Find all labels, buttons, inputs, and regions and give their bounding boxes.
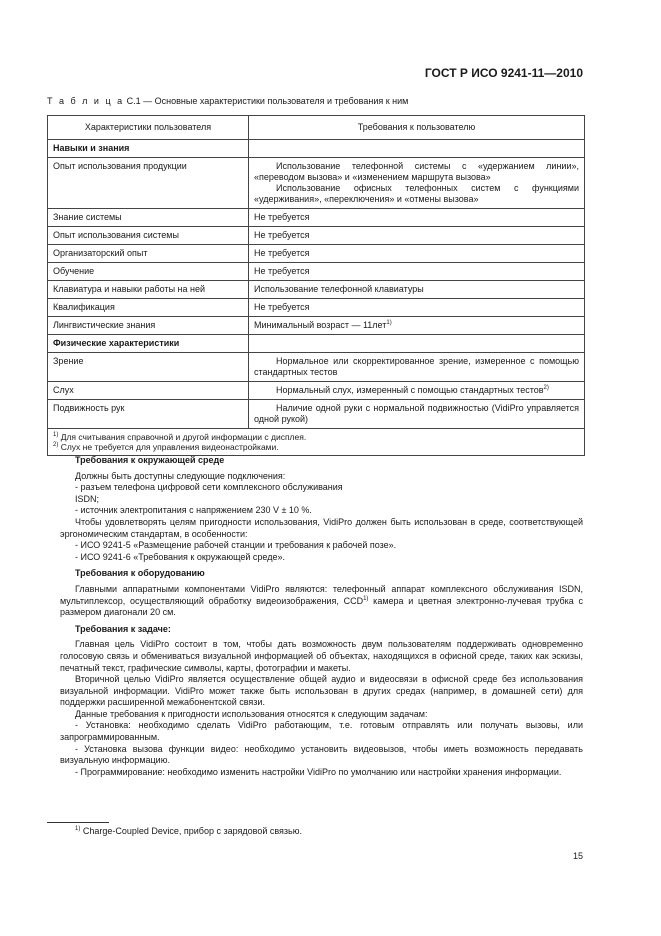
task-paragraph: Данные требования к пригодности использования относятся к следующим задачам: (75, 708, 428, 719)
document-header: ГОСТ Р ИСО 9241-11—2010 (424, 66, 583, 80)
table-header-row (48, 116, 585, 140)
vision-value: Нормальное или скорректированное зрение, измеренное с помощью стандартных тестов (254, 356, 579, 377)
header-requirements: Требования к пользователю (249, 116, 585, 140)
equip-text-after: камера и цветная электронно-лучевая трубка с размером диагонали 20 см. (60, 595, 583, 618)
page-number: 15 (573, 851, 584, 861)
task-item: - Программирование: необходимо изменить настройки VidiPro по умолчанию или настройки хранения информации. (75, 766, 562, 777)
hands-value: Наличие одной руки с нормальной подвижностью (VidiPro управляется одной рукой) (254, 403, 579, 424)
env-paragraph: Чтобы удовлетворять целям пригодности использования, VidiPro должен быть использован в среде, соответствующей эргономическим стандартам, в особенности: (60, 516, 583, 539)
hearing-text: Нормальный слух, измеренный с помощью стандартных тестов (276, 385, 544, 395)
section-skills: Навыки и знания (48, 140, 249, 158)
footnote-mark: 1) (75, 826, 81, 832)
row-label: Обучение (48, 263, 249, 281)
row-value: Не требуется (249, 263, 585, 281)
row-value (249, 400, 585, 429)
task-paragraph: Вторичной целью VidiPro является осуществление общей аудио и видеосвязи в офисной среде без использования визуальной информации. VidiPro может также быть использован в других средах (например, в домашней сети) для поддержки расширенной межабонентской связи. (60, 674, 583, 708)
footnote-text: Для считывания справочной и другой информации с дисплея. (58, 432, 307, 442)
row-value: Использование телефонной клавиатуры (249, 281, 585, 299)
table-row (48, 158, 585, 209)
table-caption (47, 96, 408, 106)
table-row (48, 400, 585, 429)
table-row (48, 281, 585, 299)
task-paragraph: Главная цель VidiPro состоит в том, чтобы дать возможность двум пользователям поддерживать одновременно голосовую связь и обмениваться визуальной информацией об объектах, находящихся в офисной среде, таких как эскизы, печатный текст, графические символы, карты, фотографии и макеты. (60, 639, 583, 673)
footnote-mark: 1) (53, 432, 59, 439)
language-value: Минимальный возраст — 11лет (254, 320, 387, 330)
row-label: Слух (48, 382, 249, 400)
table-row (48, 245, 585, 263)
experience-p2: Использование офисных телефонных систем с функциями «удерживания», «переключения» и «отмены вызова» (254, 183, 579, 204)
row-value (249, 317, 585, 335)
row-label: Клавиатура и навыки работы на ней (48, 281, 249, 299)
table-caption-text: С.1 — Основные характеристики пользователя и требования к ним (124, 96, 409, 106)
table-row (48, 317, 585, 335)
row-label: Подвижность рук (48, 400, 249, 429)
task-item: - Установка: необходимо сделать VidiPro работающим, т.е. готовым отправлять или получать вызовы, или запрограммированным. (60, 720, 583, 743)
env-line: Должны быть доступны следующие подключения: (75, 470, 286, 481)
env-line: ISDN; (75, 493, 100, 504)
row-label: Организаторский опыт (48, 245, 249, 263)
footnote-text: Слух не требуется для управления видеонастройками. (58, 442, 279, 452)
table-footnotes-row (48, 429, 585, 456)
table-row (48, 353, 585, 382)
env-line: - разъем телефона цифровой сети комплексного обслуживания (75, 482, 343, 493)
row-value: Не требуется (249, 245, 585, 263)
row-label: Опыт использования системы (48, 227, 249, 245)
footnote-divider (47, 822, 109, 823)
table-row (48, 263, 585, 281)
row-label: Квалификация (48, 299, 249, 317)
empty-cell (249, 140, 585, 158)
table-caption-label: Т а б л и ц а (47, 96, 125, 106)
table-row (48, 299, 585, 317)
section-physical: Физические характеристики (48, 335, 249, 353)
table-footnote (53, 432, 579, 442)
footnote-text: Charge-Coupled Device, прибор с зарядовой связью. (80, 826, 302, 836)
task-item: - Установка вызова функции видео: необходимо установить видеовызов, чтобы иметь возможность передавать визуальную информацию. (60, 743, 583, 766)
table-row (48, 209, 585, 227)
env-item: - ИСО 9241-5 «Размещение рабочей станции и требования к рабочей позе». (75, 540, 397, 551)
row-label: Опыт использования продукции (48, 158, 249, 209)
equip-paragraph (60, 584, 583, 619)
row-value (249, 382, 585, 400)
row-value (249, 353, 585, 382)
section-row (48, 140, 585, 158)
footnote-ref: 1) (386, 320, 392, 326)
hearing-value (254, 385, 579, 396)
header-characteristics: Характеристики пользователя (48, 116, 249, 140)
section-row (48, 335, 585, 353)
task-heading: Требования к задаче: (75, 623, 171, 634)
experience-p1: Использование телефонной системы с «удержанием линии», «переводом вызова» и «изменением маршрута вызова» (254, 161, 579, 182)
table-row (48, 227, 585, 245)
env-item: - ИСО 9241-6 «Требования к окружающей среде». (75, 551, 285, 562)
row-value: Не требуется (249, 299, 585, 317)
empty-cell (249, 335, 585, 353)
env-heading: Требования к окружающей среде (75, 455, 225, 465)
equip-text-before: Главными аппаратными компонентами VidiPro являются: телефонный аппарат комплексного обслуживания ISDN, мультиплексор, осуществляющий обработку видеоизображения, CCD (60, 583, 583, 606)
row-value: Не требуется (249, 227, 585, 245)
page-footnote (75, 826, 302, 836)
footnote-mark: 2) (53, 442, 59, 449)
row-label: Знание системы (48, 209, 249, 227)
env-line: - источник электропитания с напряжением 230 V ± 10 %. (75, 505, 312, 516)
footnote-ref: 2) (543, 385, 549, 391)
table-footnote (53, 442, 579, 452)
body-text (60, 455, 583, 778)
row-label: Зрение (48, 353, 249, 382)
table-footnotes (48, 429, 585, 456)
equip-heading: Требования к оборудованию (75, 568, 205, 579)
user-characteristics-table (47, 115, 585, 456)
row-label: Лингвистические знания (48, 317, 249, 335)
table-row (48, 382, 585, 400)
row-value: Не требуется (249, 209, 585, 227)
footnote-ref: 1) (363, 595, 369, 602)
row-value (249, 158, 585, 209)
